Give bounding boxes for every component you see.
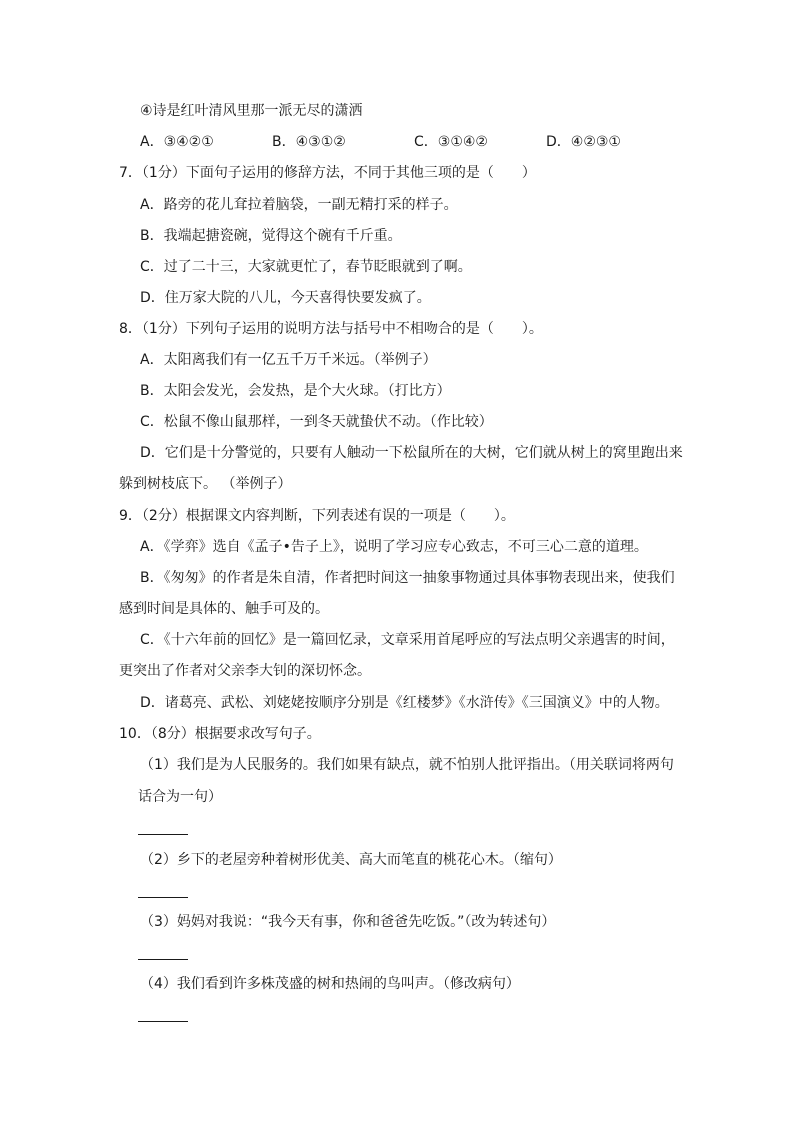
q8-option-c: C．松鼠不像山鼠那样，一到冬天就蛰伏不动。（作比较） — [140, 414, 493, 430]
q10-item-1-line2: 话合为一句） — [138, 789, 222, 805]
q8-stem: 8．（1分）下列句子运用的说明方法与括号中不相吻合的是（ ）。 — [119, 321, 543, 337]
q7-option-d: D．住万家大院的八儿，今天喜得快要发疯了。 — [140, 290, 431, 306]
q8-option-d-line1: D．它们是十分警觉的，只要有人触动一下松鼠所在的大树，它们就从树上的窝里跑出来 — [140, 445, 683, 461]
q10-answer-blank-3[interactable] — [138, 959, 188, 960]
q9-option-c-line1: C．《十六年前的回忆》是一篇回忆录，文章采用首尾呼应的写法点明父亲遇害的时间， — [140, 632, 675, 648]
q10-item-3: （3）妈妈对我说：“我今天有事，你和爸爸先吃饭。”（改为转述句） — [140, 914, 556, 930]
q8-option-b: B．太阳会发光，会发热，是个大火球。（打比方） — [140, 383, 451, 399]
q9-option-a: A．《学弈》选自《孟子•告子上》，说明了学习应专心致志，不可三心二意的道理。 — [140, 539, 648, 555]
q6-option-d: D．④②③① — [546, 134, 621, 150]
q6-option-b: B．④③①② — [272, 134, 346, 150]
q6-option-c: C．③①④② — [414, 134, 488, 150]
q6-option-a: A．③④②① — [140, 134, 214, 150]
q10-answer-blank-1[interactable] — [138, 834, 188, 835]
q7-option-a: A．路旁的花儿耷拉着脑袋，一副无精打采的样子。 — [140, 197, 458, 213]
q9-option-b-line1: B．《匆匆》的作者是朱自清，作者把时间这一抽象事物通过具体事物表现出来，使我们 — [140, 570, 675, 586]
q8-option-a: A．太阳离我们有一亿五千万千米远。（举例子） — [140, 352, 437, 368]
q9-option-b-line2: 感到时间是具体的、触手可及的。 — [119, 601, 329, 617]
q7-stem: 7．（1分）下面句子运用的修辞方法，不同于其他三项的是（ ） — [119, 165, 536, 181]
q6-item-4: ④诗是红叶清风里那一派无尽的潇洒 — [140, 103, 363, 119]
q10-item-2: （2）乡下的老屋旁种着树形优美、高大而笔直的桃花心木。（缩句） — [140, 852, 562, 868]
q9-option-d: D．诸葛亮、武松、刘姥姥按顺序分别是《红楼梦》《水浒传》《三国演义》中的人物。 — [140, 695, 669, 711]
q7-option-b: B．我端起搪瓷碗，觉得这个碗有千斤重。 — [140, 228, 402, 244]
q10-item-1-line1: （1）我们是为人民服务的。我们如果有缺点，就不怕别人批评指出。（用关联词将两句 — [140, 757, 674, 773]
q10-answer-blank-2[interactable] — [138, 897, 188, 898]
q7-option-c: C．过了二十三，大家就更忙了，春节眨眼就到了啊。 — [140, 259, 472, 275]
q9-stem: 9．（2分）根据课文内容判断，下列表述有误的一项是（ ）。 — [119, 508, 515, 524]
q6-options — [140, 132, 760, 152]
q10-answer-blank-4[interactable] — [138, 1021, 188, 1022]
q9-option-c-line2: 更突出了作者对父亲李大钊的深切怀念。 — [119, 663, 371, 679]
q10-stem: 10．（8分）根据要求改写句子。 — [119, 726, 321, 742]
q10-item-4: （4）我们看到许多株茂盛的树和热闹的鸟叫声。（修改病句） — [140, 976, 520, 992]
q8-option-d-line2: 躲到树枝底下。 （举例子） — [119, 476, 292, 492]
